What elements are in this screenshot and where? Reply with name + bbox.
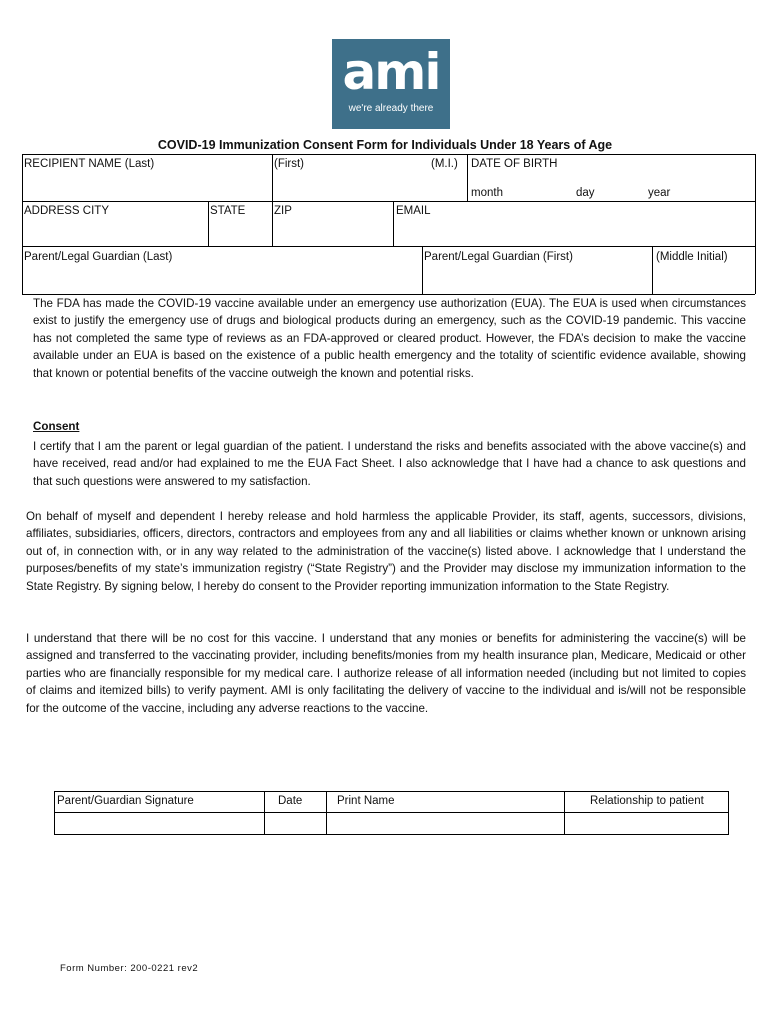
date-column-header: Date [278, 795, 303, 807]
logo-tagline: we're already there [348, 103, 434, 114]
address-city-field[interactable]: ADDRESS CITY [24, 205, 109, 217]
guardian-first-name-field[interactable]: Parent/Legal Guardian (First) [424, 251, 573, 263]
recipient-mi-field[interactable]: (M.I.) [431, 158, 458, 170]
date-input-cell[interactable] [265, 812, 326, 834]
form-title: COVID-19 Immunization Consent Form for Individuals Under 18 Years of Age [157, 138, 613, 152]
form-number: Form Number: 200-0221 rev2 [60, 963, 199, 974]
date-of-birth-label: DATE OF BIRTH [471, 158, 558, 170]
state-field[interactable]: STATE [210, 205, 246, 217]
fda-eua-paragraph: The FDA has made the COVID-19 vaccine available under an emergency use authorization (EUA). The EUA is used when circumstances exist to justify the emergency use of drugs and biological products during an emergency, such as the COVID-19 pandemic. This vaccine has not completed the same type of reviews as an FDA-approved or cleared product. However, the FDA’s decision to make the vaccine available under an EUA is based on the existence of a public health emergency and the totality of scientific evidence available, showing that known or potential benefits of the vaccine outweigh the known and potential risks. [33, 297, 746, 380]
dob-year-field[interactable]: year [648, 187, 671, 199]
guardian-middle-initial-field[interactable]: (Middle Initial) [656, 251, 728, 263]
recipient-first-name-field[interactable]: (First) [274, 158, 305, 170]
dob-day-field[interactable]: day [576, 187, 595, 199]
dob-month-field[interactable]: month [471, 187, 503, 199]
email-field[interactable]: EMAIL [396, 205, 431, 217]
zip-field[interactable]: ZIP [274, 205, 292, 217]
print-name-column-header: Print Name [337, 795, 395, 807]
ami-logo [332, 39, 450, 129]
cost-paragraph: I understand that there will be no cost for this vaccine. I understand that any monies or benefits for administering the vaccine(s) will be assigned and transferred to the vaccinating provider, including benefits/monies from my health insurance plan, Medicare, Medicaid or other parties who are financially responsible for my medical care. I authorize release of all information needed (including but not limited to copies of claims and itemized bills) to verify payment. AMI is only facilitating the delivery of vaccine to the individual and is/will not be responsible for the outcome of the vaccine, including any adverse reactions to the vaccine. [26, 632, 746, 715]
relationship-input-cell[interactable] [565, 812, 728, 834]
consent-paragraph: I certify that I am the parent or legal guardian of the patient. I understand the risks and benefits associated with the above vaccine(s) and have received, read and/or had explained to me the EUA Fact Sheet. I also acknowledge that I have had a chance to ask questions and that such questions were answered to my satisfaction. [33, 440, 746, 488]
relationship-column-header: Relationship to patient [590, 795, 704, 807]
consent-heading: Consent [33, 420, 80, 433]
guardian-last-name-field[interactable]: Parent/Legal Guardian (Last) [24, 251, 173, 263]
logo-brand: ami [342, 43, 440, 101]
print-name-input-cell[interactable] [327, 812, 564, 834]
signature-column-header: Parent/Guardian Signature [57, 795, 194, 807]
recipient-last-name-field[interactable]: RECIPIENT NAME (Last) [24, 158, 155, 170]
release-paragraph: On behalf of myself and dependent I hereby release and hold harmless the applicable Provider, its staff, agents, successors, divisions, affiliates, subsidiaries, officers, directors, contractors and employees from any and all liabilities or claims whether known or unknown arising out of, in connection with, or in any way related to the administration of the vaccine(s) listed above. I acknowledge that I understand the purposes/benefits of my state’s immunization registry (“State Registry”) and the Provider may disclose my immunization information to the State Registry. By signing below, I hereby do consent to the Provider reporting immunization information to the State Registry. [26, 510, 746, 593]
signature-input-cell[interactable] [55, 812, 264, 834]
